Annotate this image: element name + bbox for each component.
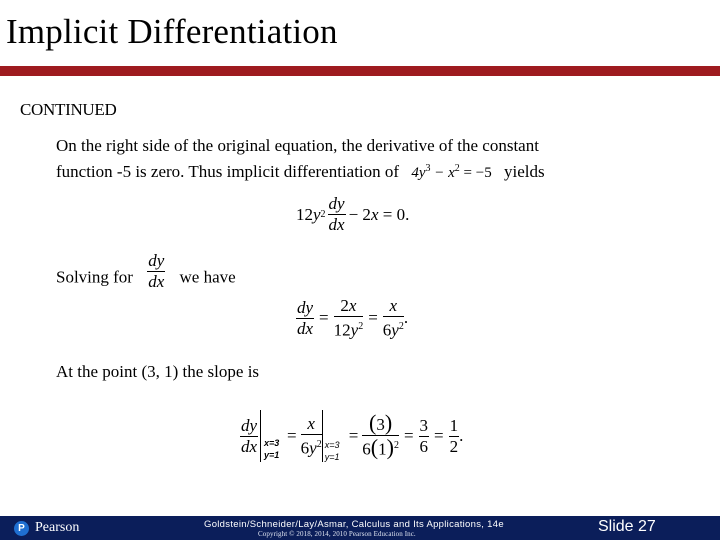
equation-slope-at-point: $\frac{dy}{dx}$ x=3 y=1 = $\frac{x}{6y^2}$ x=3 y=1 = $\frac{(3)}{6(1)^2}$ = $\frac{3}{6}$ = $\frac{1}{2}$ .: [241, 409, 464, 462]
paragraph-line-2-text: function -5 is zero. Thus implicit differentiation of: [56, 162, 400, 181]
continued-label: CONTINUED: [20, 100, 117, 119]
pearson-logo-icon: P: [14, 521, 29, 536]
equation-solved: $\frac{dy}{dx}$ = $\frac{2x}{12y^2}$ = $\frac{x}{6y^2}$ .: [297, 296, 409, 340]
paragraph-line-2: [56, 157, 545, 185]
inline-equation-original: $4y^3 - x^2 = -5$: [411, 163, 492, 181]
slide-title: Implicit Differentiation: [6, 12, 338, 51]
pearson-logo-text: Pearson: [35, 520, 80, 535]
we-have-text: we have: [179, 267, 236, 287]
dy-dx-fraction: $\frac{dy}{dx}$: [328, 194, 345, 234]
solving-for-text: Solving for: [56, 267, 133, 287]
title-divider-bar: [0, 66, 720, 76]
slide-number: Slide 27: [598, 518, 656, 535]
yields-text: yields: [503, 162, 545, 181]
pearson-logo: [14, 520, 79, 536]
footer-copyright: Copyright © 2018, 2014, 2010 Pearson Education Inc.: [258, 530, 416, 538]
footer-credit-title: Goldstein/Schneider/Lay/Asmar, Calculus and Its Applications, 14e: [204, 519, 504, 530]
solving-for-line: [56, 251, 236, 299]
paragraph-line-1: On the right side of the original equation, the derivative of the constant: [56, 136, 539, 155]
footer-bar: [0, 516, 720, 540]
equation-derivative: 12 y 2 $\frac{dy}{dx}$ − 2 x = 0.: [296, 194, 410, 234]
dy-dx-inline: $\frac{dy}{dx}$: [148, 251, 165, 291]
point-slope-text: At the point (3, 1) the slope is: [56, 362, 260, 381]
